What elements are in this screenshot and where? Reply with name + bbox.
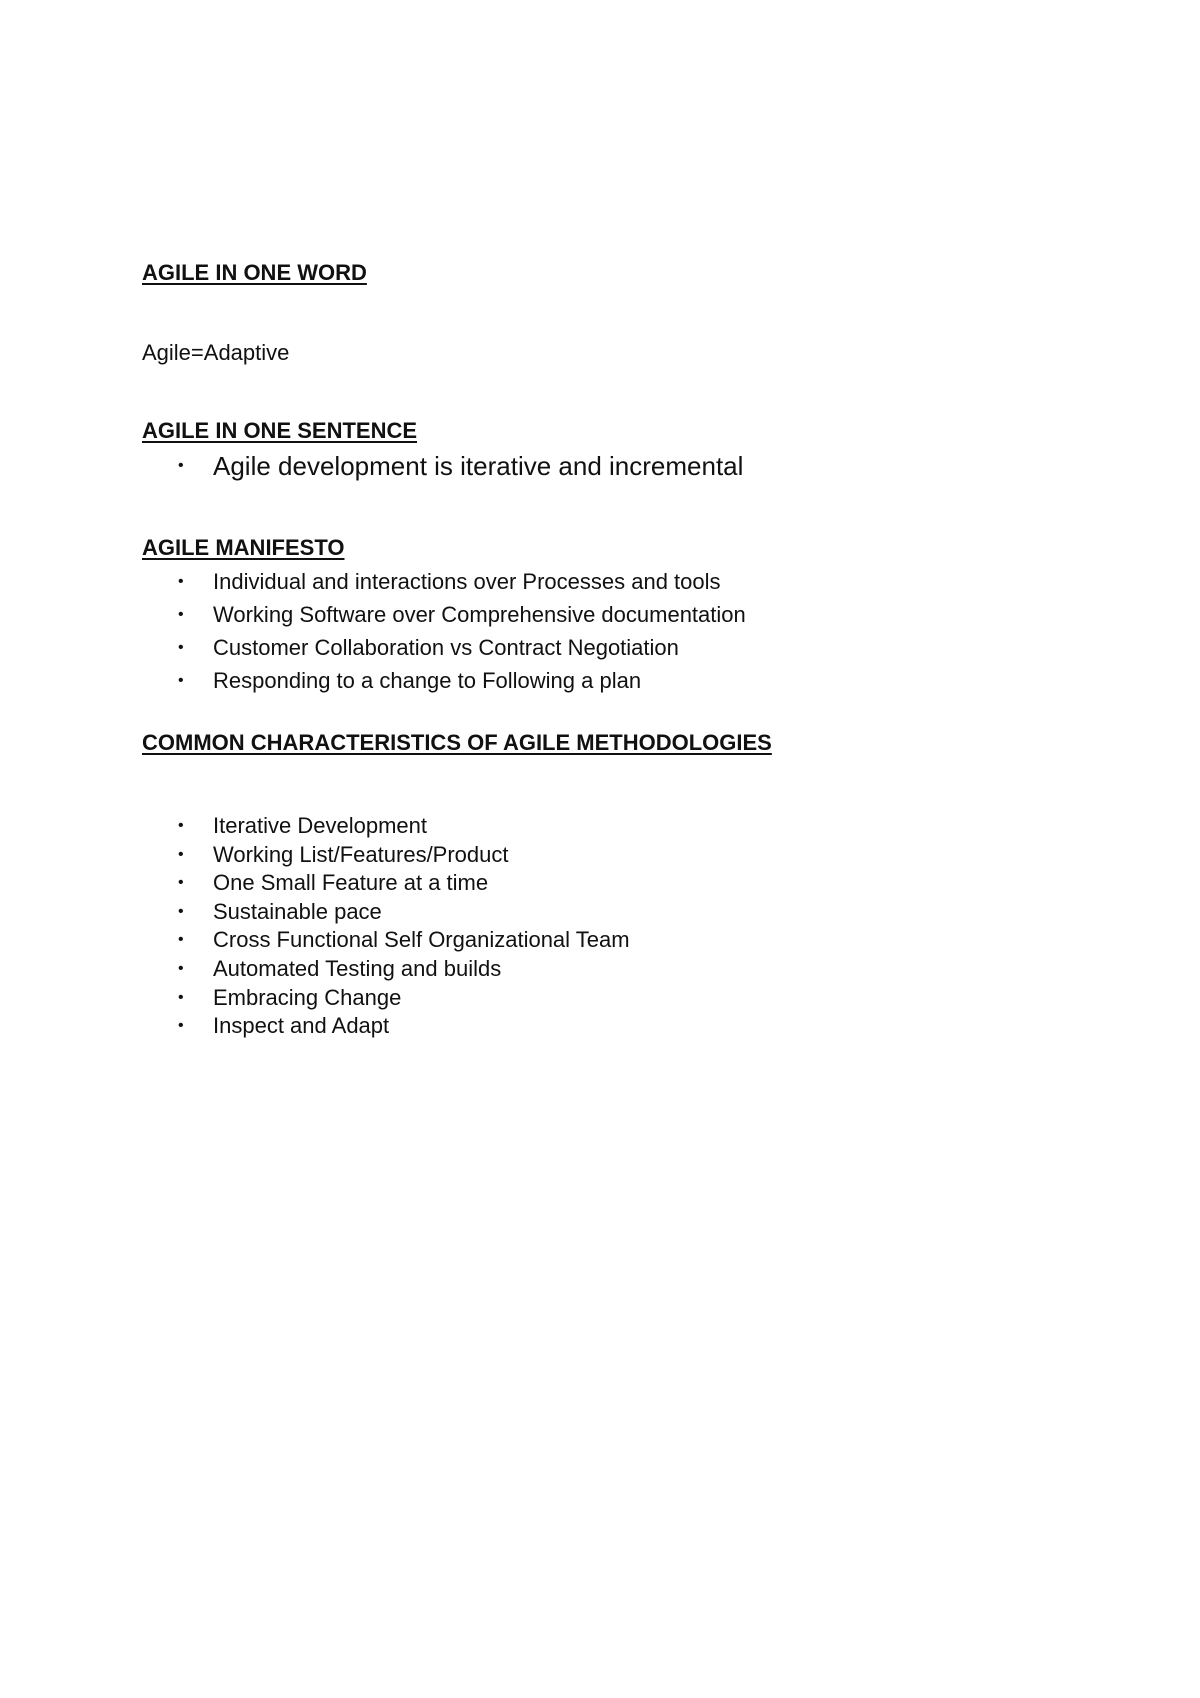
list-item-text: Individual and interactions over Processes and tools	[213, 569, 721, 594]
list-item	[0, 664, 746, 697]
list-item	[0, 812, 630, 841]
list-item-text: Automated Testing and builds	[213, 955, 502, 981]
list-item-text: Agile development is iterative and incremental	[213, 451, 744, 481]
bullet-icon: •	[178, 874, 184, 892]
bullet-icon: •	[178, 988, 184, 1006]
list-item	[0, 984, 630, 1013]
list-item	[0, 598, 746, 631]
one-sentence-list	[0, 450, 743, 482]
bullet-icon: •	[178, 457, 184, 474]
bullet-icon: •	[178, 902, 184, 920]
bullet-icon: •	[178, 845, 184, 863]
bullet-icon: •	[178, 817, 184, 834]
list-item-text: Responding to a change to Following a plan	[213, 668, 642, 693]
list-item	[0, 450, 743, 482]
list-item	[0, 955, 630, 984]
list-item-text: Customer Collaboration vs Contract Negotiation	[213, 635, 679, 660]
characteristics-list	[0, 812, 630, 1041]
list-item-text: Working List/Features/Product	[213, 841, 509, 867]
list-item	[0, 898, 630, 927]
manifesto-list	[0, 565, 746, 697]
list-item	[0, 926, 630, 955]
one-word-text: Agile=Adaptive	[142, 340, 290, 365]
list-item	[0, 565, 746, 598]
bullet-icon: •	[178, 639, 184, 656]
bullet-icon: •	[178, 1017, 184, 1035]
heading-one-word: AGILE IN ONE WORD	[142, 260, 367, 285]
bullet-icon: •	[178, 931, 184, 949]
bullet-icon: •	[178, 959, 184, 977]
list-item	[0, 1012, 630, 1041]
list-item	[0, 841, 630, 870]
list-item	[0, 869, 630, 898]
heading-one-sentence: AGILE IN ONE SENTENCE	[142, 418, 418, 443]
heading-manifesto: AGILE MANIFESTO	[142, 535, 345, 560]
list-item-text: Sustainable pace	[213, 898, 382, 924]
list-item-text: Iterative Development	[213, 813, 427, 838]
list-item	[0, 631, 746, 664]
list-item-text: Embracing Change	[213, 984, 402, 1010]
bullet-icon: •	[178, 606, 184, 623]
list-item-text: Cross Functional Self Organizational Team	[213, 927, 630, 953]
bullet-icon: •	[178, 573, 184, 590]
heading-characteristics: COMMON CHARACTERISTICS OF AGILE METHODOLOGIES	[142, 730, 772, 755]
list-item-text: One Small Feature at a time	[213, 870, 489, 896]
list-item-text: Working Software over Comprehensive documentation	[213, 602, 746, 627]
bullet-icon: •	[178, 672, 184, 689]
list-item-text: Inspect and Adapt	[213, 1013, 390, 1039]
